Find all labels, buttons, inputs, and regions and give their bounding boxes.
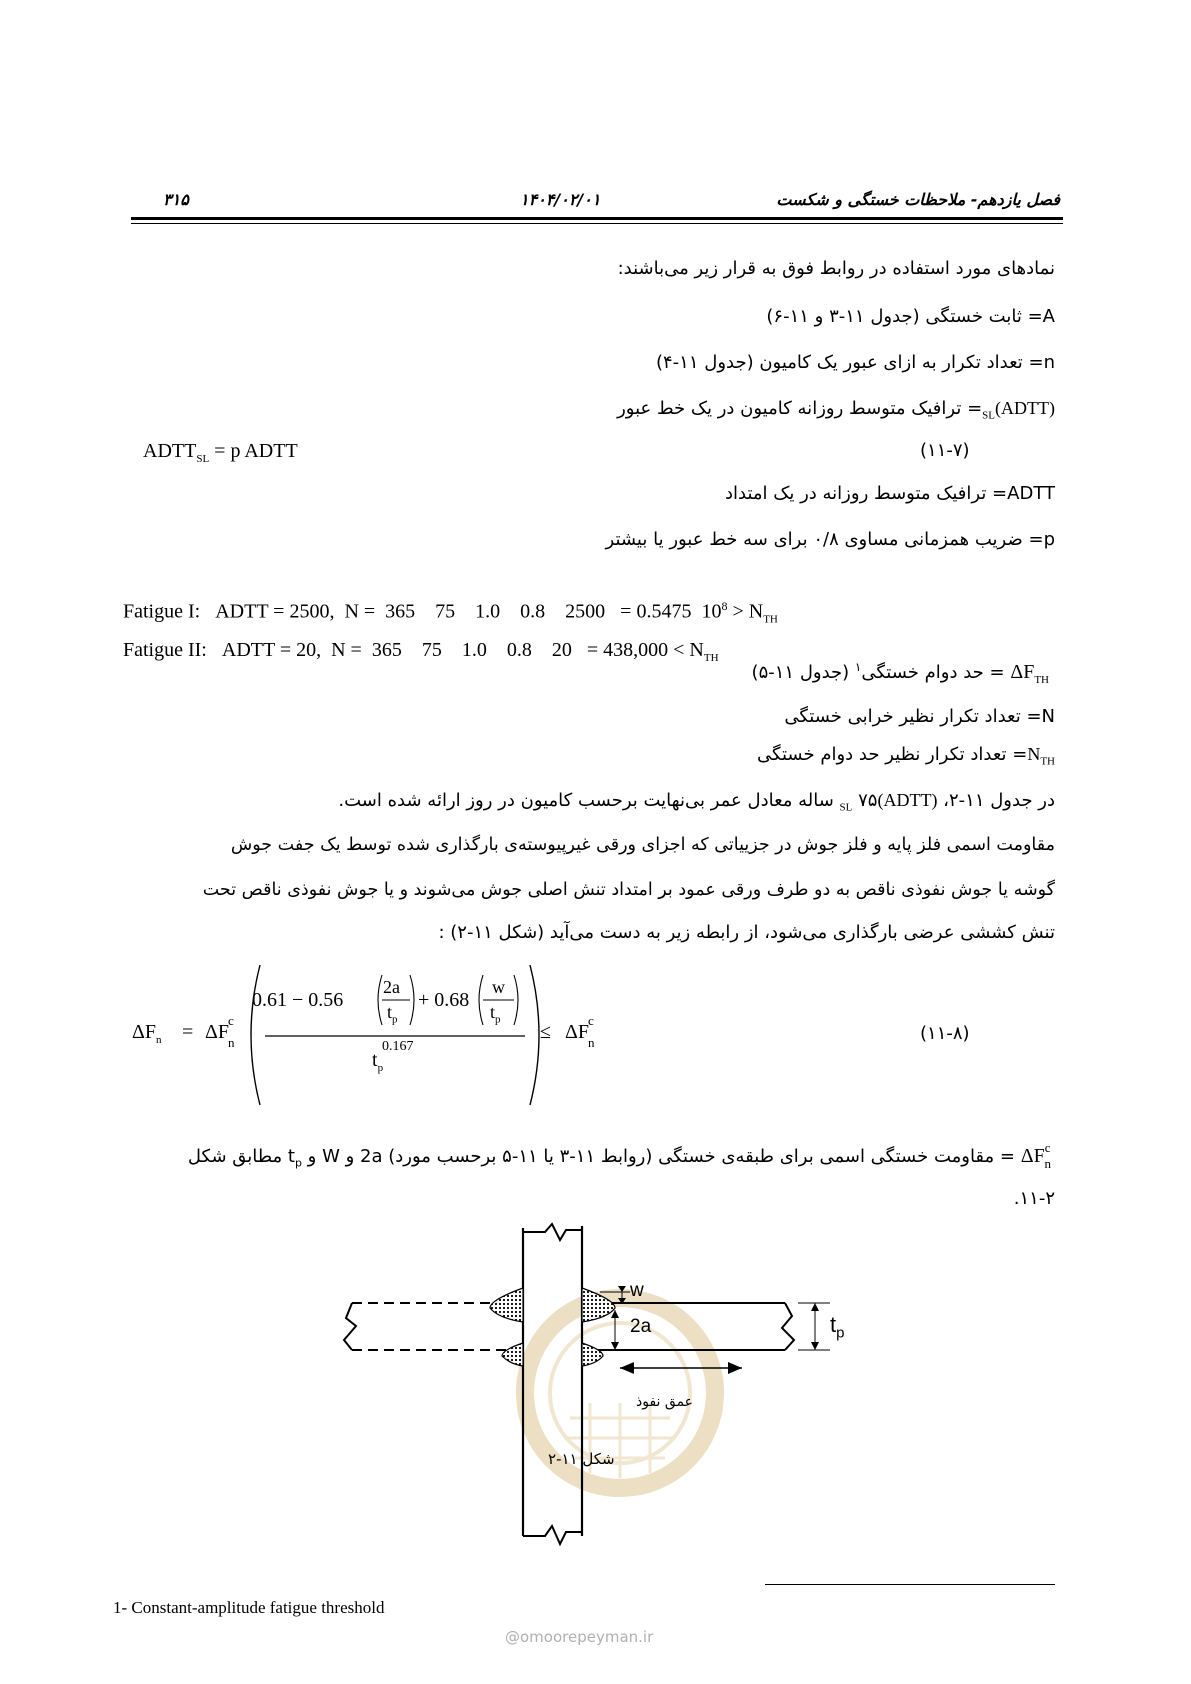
fatigue-1-label: Fatigue I: xyxy=(123,600,201,623)
eq8-df-right: ΔF xyxy=(565,1021,589,1043)
equation-7: $ADTT_{SL} = p$ ADTT xyxy=(143,440,298,465)
eq8-n: n xyxy=(228,1035,235,1050)
def-adtt-sl: $(ADTT)_{SL}=$ ترافیک متوسط روزانه کامیون در یک خط عبور xyxy=(617,398,1055,422)
page-number: ۳۱۵ xyxy=(163,190,189,209)
eq8-equals: = xyxy=(182,1021,194,1043)
footnote-rule xyxy=(765,1584,1055,1585)
footnote-marker: ۱ xyxy=(854,660,862,674)
left-top-weld xyxy=(490,1288,523,1322)
def-n: n= تعداد تکرار به ازای عبور یک کامیون (جدول ۱۱-۴) xyxy=(655,352,1055,373)
eq8-lhs: $\Delta F_n$ xyxy=(132,1021,162,1046)
right-bottom-weld xyxy=(582,1343,603,1366)
eq8-term1: 0.61 − 0.56 xyxy=(252,989,344,1011)
def-N-TH: $N_{TH}=$ تعداد تکرار نظیر حد دوام خستگی xyxy=(757,744,1055,768)
def-A: A= ثابت خستگی (جدول ۱۱-۳ و ۱۱-۶) xyxy=(766,306,1055,327)
def-adtt: ADTT= ترافیک متوسط روزانه در یک امتداد xyxy=(724,483,1055,504)
eq8-c: c xyxy=(228,1013,234,1028)
after-equation-line-1: $\Delta F^c_n$ = مقاومت خستگی اسمی برای طبقه‌ی خستگی (روابط ۱۱-۳ یا ۱۱-۵ برحسب مورد) 2a و W و $t_p$ مطابق شکل xyxy=(188,1145,1057,1170)
after-equation-line-2: ۱۱-۲. xyxy=(1013,1188,1055,1209)
definitions-intro: نمادهای مورد استفاده در روابط فوق به قرار زیر می‌باشند: xyxy=(617,258,1055,279)
eq8-df: ΔF xyxy=(205,1021,229,1043)
fatigue-1-line: Fatigue I: ADTT = 2500, N = 365 75 1.0 0.8 2500 = 0.5475 $10^8 > N_{TH}$ xyxy=(123,599,778,626)
eq8-denominator: $t_p$ xyxy=(372,1049,384,1074)
equation-8-number: (۱۱-۸) xyxy=(920,1023,970,1044)
eq8-den-exp: 0.167 xyxy=(382,1039,414,1054)
weld-detail-diagram xyxy=(330,1218,850,1548)
eq8-c-right: c xyxy=(588,1013,594,1028)
header-rule-thin xyxy=(131,223,1063,224)
figure-label-tp: $t_p$ xyxy=(830,1312,845,1342)
header-rule-thick xyxy=(131,217,1063,220)
header-date: ۱۴۰۴/۰۲/۰۱ xyxy=(520,190,601,209)
figure-caption: شکل ۱۱-۲ xyxy=(548,1450,615,1468)
def-N: N= تعداد تکرار نظیر خرابی خستگی xyxy=(784,706,1055,727)
paragraph-line-1: در جدول ۱۱-۲، $(ADTT)_{SL}$ ۷۵ ساله معادل عمر بی‌نهایت برحسب کامیون در روز ارائه شده است. xyxy=(338,790,1055,814)
def-p: p= ضریب همزمانی مساوی ۰/۸ برای سه خط عبور یا بیشتر xyxy=(605,529,1055,550)
figure-11-2 xyxy=(330,1218,850,1548)
equation-8 xyxy=(120,955,1080,1115)
fatigue-2-line: Fatigue II: ADTT = 20, N = 365 75 1.0 0.8 $20 = 438,000 < N_{TH}$ xyxy=(123,639,719,664)
paragraph-line-2: مقاومت اسمی فلز پایه و فلز جوش در جزییاتی که اجزای ورقی غیرپیوسته‌ی بارگذاری شده توسط یک جفت جوش xyxy=(230,835,1055,855)
eq8-frac1-num: 2a xyxy=(383,977,400,997)
figure-label-w: w xyxy=(630,1280,644,1301)
left-bottom-weld xyxy=(502,1343,523,1366)
paragraph-line-4: تنش کششی عرضی بارگذاری می‌شود، از رابطه زیر به دست می‌آید (شکل ۱۱-۲) : xyxy=(438,922,1055,943)
fatigue-2-label: Fatigue II: xyxy=(123,639,207,661)
watermark-url: @omoorepeyman.ir xyxy=(505,1628,654,1646)
eq8-frac2-num: w xyxy=(492,977,505,997)
figure-depth-label: عمق نفوذ xyxy=(636,1394,694,1410)
eq8-plus: + 0.68 xyxy=(418,989,470,1011)
equation-7-number: (۱۱-۷) xyxy=(920,440,970,461)
adtt-sl-symbol: $(ADTT)_{SL}$ xyxy=(982,398,1055,422)
eq8-frac2-den: $t_p$ xyxy=(490,1002,501,1026)
figure-label-2a: 2a xyxy=(630,1316,652,1337)
after-eq-symbol: $\Delta F^c_n$ xyxy=(1020,1140,1051,1171)
eq8-n-right: n xyxy=(588,1035,595,1050)
footnote: 1- Constant-amplitude fatigue threshold xyxy=(113,1598,385,1617)
chapter-title: فصل یازدهم- ملاحظات خستگی و شکست xyxy=(776,190,1060,209)
paragraph-line-3: گوشه یا جوش نفوذی ناقص به دو طرف ورقی عمود بر امتداد تنش اصلی جوش می‌شوند و یا جوش نفوذی ناقص تحت xyxy=(202,880,1055,900)
eq8-frac1-den: $t_p$ xyxy=(387,1002,398,1026)
eq8-leq: ≤ xyxy=(540,1021,551,1043)
def-delta-f-th: $\Delta F_{TH}$ = حد دوام خستگی$^۱$ (جدول ۱۱-۵) xyxy=(751,660,1049,686)
